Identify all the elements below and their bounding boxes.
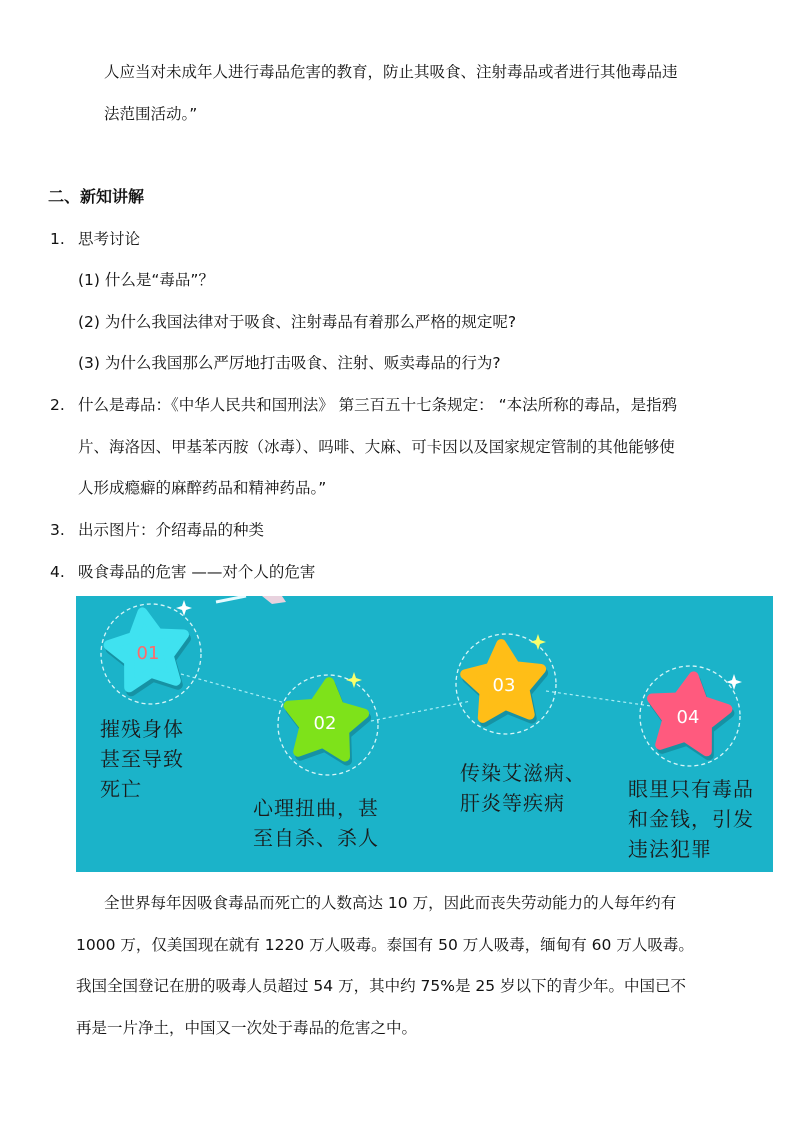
caption-3-line-1: 传染艾滋病、	[460, 761, 586, 785]
star-label-1: 01	[136, 643, 160, 664]
decorative-streak	[216, 596, 246, 602]
caption-2-line-1: 心理扭曲，甚	[253, 796, 379, 820]
closing-line-3: 我国全国登记在册的吸毒人员超过 54 万，其中约 75%是 25 岁以下的青少年。中国已不	[76, 977, 687, 995]
item-1-number: 1.	[50, 230, 65, 248]
item-2-line-2: 片、海洛因、甲基苯丙胺（冰毒）、吗啡、大麻、可卡因以及国家规定管制的其他能够使	[78, 438, 675, 456]
item-2-line-1: 什么是毒品：《中华人民共和国刑法》 第三百五十七条规定： “本法所称的毒品，是指鸦	[78, 396, 678, 414]
caption-1-line-3: 死亡	[100, 777, 142, 801]
item-3-number: 3.	[50, 521, 65, 539]
star-label-4: 04	[676, 707, 700, 728]
item-2-line-3: 人形成瘾癖的麻醉药品和精神药品。”	[78, 479, 327, 497]
item-3-text: 出示图片：介绍毒品的种类	[78, 521, 265, 539]
sparkle-icon	[726, 674, 742, 690]
caption-4-line-1: 眼里只有毒品	[628, 777, 754, 801]
caption-1	[100, 714, 184, 804]
intro-line-1: 人应当对未成年人进行毒品危害的教育，防止其吸食、注射毒品或者进行其他毒品违	[104, 63, 678, 81]
section-heading: 二、新知讲解	[48, 187, 145, 206]
caption-3-line-2: 肝炎等疾病	[460, 791, 565, 815]
drug-harm-banner	[76, 596, 773, 872]
connector-line	[181, 674, 296, 706]
closing-line-4: 再是一片净土，中国又一次处于毒品的危害之中。	[76, 1019, 418, 1037]
item-4-text: 吸食毒品的危害 ——对个人的危害	[78, 563, 316, 581]
item-1-text: 思考讨论	[78, 230, 141, 248]
caption-2	[253, 793, 379, 853]
star-label-2: 02	[313, 713, 337, 734]
caption-4	[628, 774, 754, 864]
closing-line-2: 1000 万，仅美国现在就有 1220 万人吸毒。泰国有 50 万人吸毒，缅甸有 60 万人吸毒。	[76, 936, 694, 954]
item-2-number: 2.	[50, 396, 65, 414]
caption-4-line-3: 违法犯罪	[628, 837, 712, 861]
decorative-star-top	[262, 596, 286, 604]
connector-line	[371, 701, 471, 721]
intro-line-2: 法范围活动。”	[104, 105, 198, 123]
closing-line-1: 全世界每年因吸食毒品而死亡的人数高达 10 万，因此而丧失劳动能力的人每年约有	[104, 894, 677, 912]
sparkle-icon	[530, 634, 546, 650]
item-4-number: 4.	[50, 563, 65, 581]
caption-1-line-2: 甚至导致	[100, 747, 184, 771]
caption-3	[460, 758, 586, 818]
caption-4-line-2: 和金钱，引发	[628, 807, 754, 831]
connector-line	[546, 691, 651, 706]
question-3: (3) 为什么我国那么严厉地打击吸食、注射、贩卖毒品的行为?	[78, 354, 501, 372]
question-2: (2) 为什么我国法律对于吸食、注射毒品有着那么严格的规定呢?	[78, 313, 517, 331]
caption-2-line-2: 至自杀、杀人	[253, 826, 379, 850]
sparkle-icon	[176, 600, 192, 616]
caption-1-line-1: 摧残身体	[100, 717, 184, 741]
question-1: (1) 什么是“毒品”？	[78, 271, 214, 289]
star-label-3: 03	[492, 675, 516, 696]
